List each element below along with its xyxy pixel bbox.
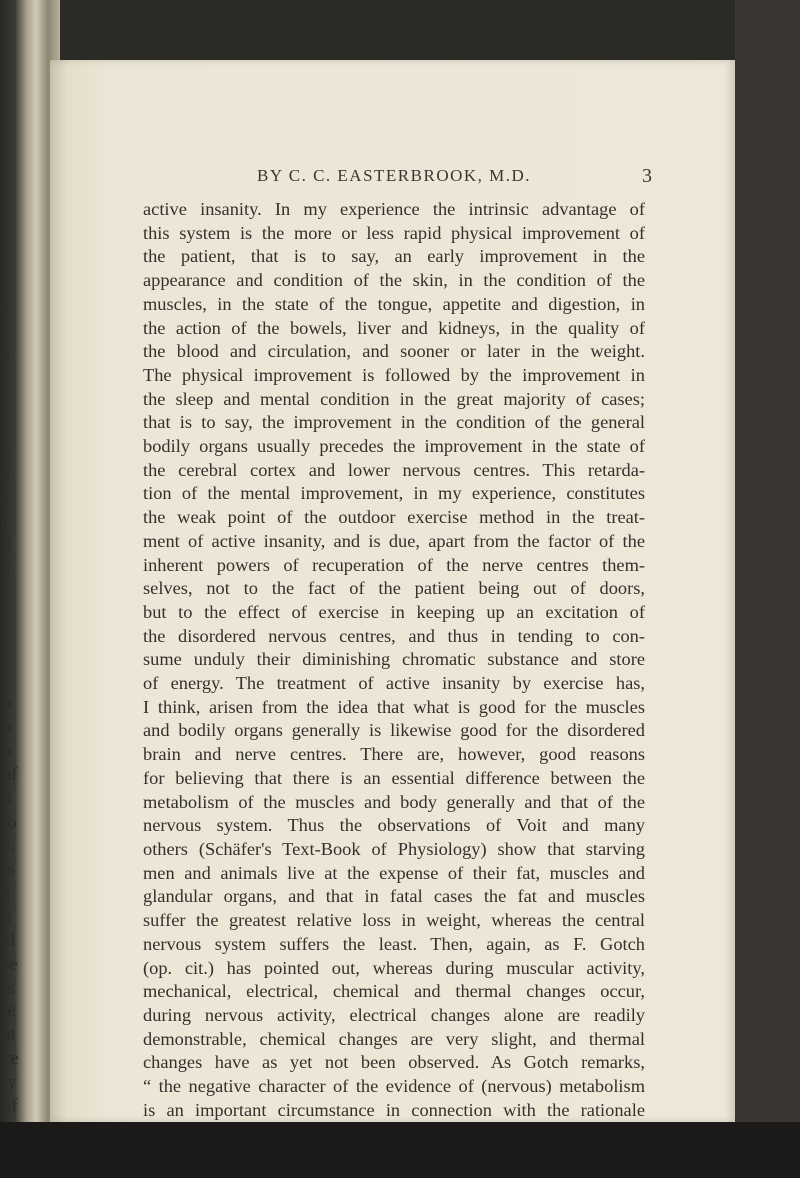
text-line: active insanity. In my experience the intrinsic advantage of: [143, 199, 645, 219]
text-line: but to the effect of exercise in keeping up an excitation of: [143, 601, 645, 622]
edge-fragment: s: [2, 345, 10, 366]
background-top: [0, 0, 800, 60]
edge-fragment: e: [2, 559, 11, 580]
page-number: 3: [642, 165, 652, 187]
edge-fragment: n: [2, 716, 12, 737]
text-line: the blood and circulation, and sooner or later in the weight.: [143, 341, 645, 362]
text-line: metabolism of the muscles and body generally and that of the: [143, 791, 645, 812]
edge-fragment: of: [2, 1096, 18, 1117]
text-line: for believing that there is an essential difference between the: [143, 767, 645, 788]
edge-fragment: at: [2, 1024, 16, 1045]
text-line: the sleep and mental condition in the great majority of cases;: [143, 388, 645, 409]
text-line: tion of the mental improvement, in my experience, constitutes: [143, 483, 645, 504]
edge-fragment: l: [2, 225, 8, 246]
edge-fragment: -: [2, 668, 9, 689]
text-line: demonstrable, chemical changes are very slight, and thermal: [143, 1028, 645, 1049]
text-line: the action of the bowels, liver and kidneys, in the quality of: [143, 317, 645, 338]
text-line: suffer the greatest relative loss in weight, whereas the central: [143, 910, 645, 931]
running-header: BY C. C. EASTERBROOK, M.D.: [257, 166, 532, 185]
text-line: the weak point of the outdoor exercise method in the treat-: [143, 507, 645, 528]
edge-fragment: t: [2, 392, 8, 413]
background-bottom: [0, 1122, 800, 1178]
edge-fragment: y: [2, 464, 12, 485]
edge-fragment: t: [2, 320, 8, 341]
edge-fragment: ): [2, 488, 9, 509]
text-line: the patient, that is to say, an early improvement in the: [143, 246, 645, 267]
edge-fragment: r,: [2, 440, 13, 461]
edge-fragment: n: [2, 740, 12, 761]
body-text: [143, 198, 645, 1170]
text-line: others (Schäfer's Text-Book of Physiology) show that starving: [143, 838, 645, 859]
edge-fragment: h: [2, 906, 12, 927]
text-line: and bodily organs generally is likewise good for the disordered: [143, 720, 645, 741]
text-line: glandular organs, and that in fatal cases the fat and muscles: [143, 886, 645, 907]
text-line: ment of active insanity, and is due, apart from the factor of the: [143, 530, 645, 551]
edge-fragment: d: [2, 535, 12, 556]
edge-fragment: ): [2, 296, 9, 317]
text-line: selves, not to the fact of the patient being out of doors,: [143, 578, 645, 599]
edge-fragment: a: [2, 883, 11, 904]
edge-fragment: it: [2, 788, 13, 809]
text-line: this system is the more or less rapid physical improvement of: [143, 222, 645, 243]
text-line: is an important circumstance in connection with the rationale: [143, 1099, 645, 1120]
text-line: that is to say, the improvement in the condition of the general: [143, 412, 645, 433]
text-line: of energy. The treatment of active insanity by exercise has,: [143, 673, 645, 694]
text-line: nervous system. Thus the observations of Voit and many: [143, 815, 645, 836]
edge-fragment: f: [2, 369, 9, 390]
text-line: the cerebral cortex and lower nervous centres. This retarda-: [143, 459, 645, 480]
edge-fragment: e,: [2, 835, 16, 856]
edge-fragment: io: [2, 812, 17, 833]
text-line: inherent powers of recuperation of the nerve centres them-: [143, 554, 645, 575]
text-line: “ the negative character of the evidence of (nervous) metabolism: [143, 1076, 645, 1097]
text-line: the disordered nervous centres, and thus in tending to con-: [143, 625, 645, 646]
previous-page-edge: [0, 0, 22, 1178]
edge-fragment: of: [2, 764, 18, 785]
text-line: nervous system suffers the least. Then, again, as F. Gotch: [143, 933, 645, 954]
edge-fragment: ce: [2, 1048, 19, 1069]
edge-fragment: ie: [2, 1000, 16, 1021]
edge-fragment: n: [2, 692, 12, 713]
text-line: The physical improvement is followed by the improvement in: [143, 364, 645, 385]
edge-fragment: f: [2, 512, 9, 533]
edge-fragment: t: [2, 200, 8, 221]
text-line: mechanical, electrical, chemical and thermal changes occur,: [143, 981, 645, 1002]
edge-fragment: is: [2, 978, 15, 999]
text-line: during nervous activity, electrical changes alone are readily: [143, 1004, 645, 1025]
text-line: bodily organs usually precedes the improvement in the state of: [143, 436, 645, 457]
text-line: changes have as yet not been observed. As Gotch remarks,: [143, 1052, 645, 1073]
text-line: appearance and condition of the skin, in the condition of the: [143, 270, 645, 291]
edge-fragment: se: [2, 954, 18, 975]
text-line: sume unduly their diminishing chromatic substance and store: [143, 649, 645, 670]
text-line: men and animals live at the expense of their fat, muscles and: [143, 862, 645, 883]
text-line: (op. cit.) has pointed out, whereas during muscular activity,: [143, 957, 645, 978]
edge-fragment: -: [2, 272, 9, 293]
text-line: I think, arisen from the idea that what is good for the muscles: [143, 696, 645, 717]
edge-fragment: is: [2, 859, 15, 880]
text-line: brain and nerve centres. There are, however, good reasons: [143, 744, 645, 765]
edge-fragment: al: [2, 930, 16, 951]
background-right: [735, 0, 800, 1178]
text-line: muscles, in the state of the tongue, appetite and digestion, in: [143, 293, 645, 314]
edge-fragment: l: [2, 416, 8, 437]
edge-fragment: t: [2, 249, 8, 270]
edge-fragment: ly: [2, 1072, 17, 1093]
